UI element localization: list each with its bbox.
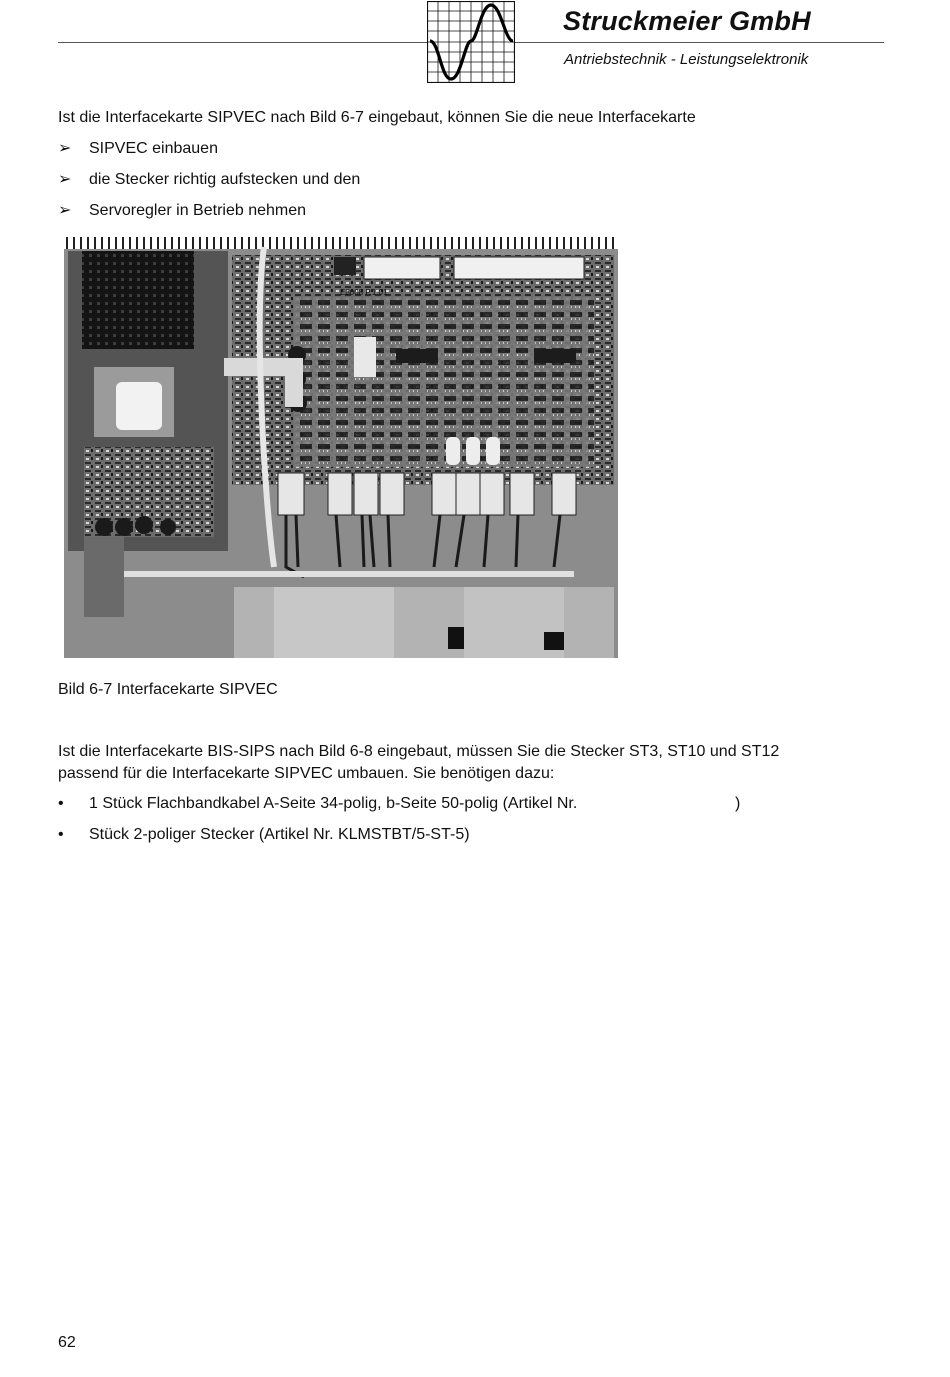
- page-number: 62: [58, 1334, 76, 1351]
- arrow-bullet-icon: ➢: [58, 140, 72, 157]
- step-text: SIPVEC einbauen: [89, 140, 218, 157]
- parts-closing: ): [735, 795, 741, 812]
- company-name: Struckmeier GmbH: [563, 6, 811, 36]
- arrow-bullet-icon: ➢: [58, 202, 72, 219]
- bullet-icon: •: [58, 795, 64, 812]
- interface-card-photo: [64, 237, 618, 658]
- company-tagline: Antriebstechnik - Leistungselektronik: [564, 51, 809, 68]
- step-text: die Stecker richtig aufstecken und den: [89, 171, 361, 188]
- board-label: E8008 P.1 01: [340, 288, 388, 297]
- intro-text: Ist die Interfacekarte SIPVEC nach Bild 6-7 eingebaut, können Sie die neue Interfacekarte: [58, 109, 696, 126]
- arrow-bullet-icon: ➢: [58, 171, 72, 188]
- parts-text: Stück 2-poliger Stecker (Artikel Nr. KLMSTBT/5-ST-5): [89, 826, 470, 843]
- company-logo: [427, 1, 515, 83]
- parts-text: 1 Stück Flachbandkabel A-Seite 34-polig, b-Seite 50-polig (Artikel Nr.: [89, 795, 578, 812]
- bullet-icon: •: [58, 826, 64, 843]
- figure-caption: Bild 6-7 Interfacekarte SIPVEC: [58, 681, 278, 698]
- paragraph-line: Ist die Interfacekarte BIS-SIPS nach Bild 6-8 eingebaut, müssen Sie die Stecker ST3, ST10 und ST12: [58, 743, 780, 760]
- step-text: Servoregler in Betrieb nehmen: [89, 202, 307, 219]
- sine-wave-logo-icon: [427, 1, 515, 83]
- paragraph-line: passend für die Interfacekarte SIPVEC umbauen. Sie benötigen dazu:: [58, 765, 555, 782]
